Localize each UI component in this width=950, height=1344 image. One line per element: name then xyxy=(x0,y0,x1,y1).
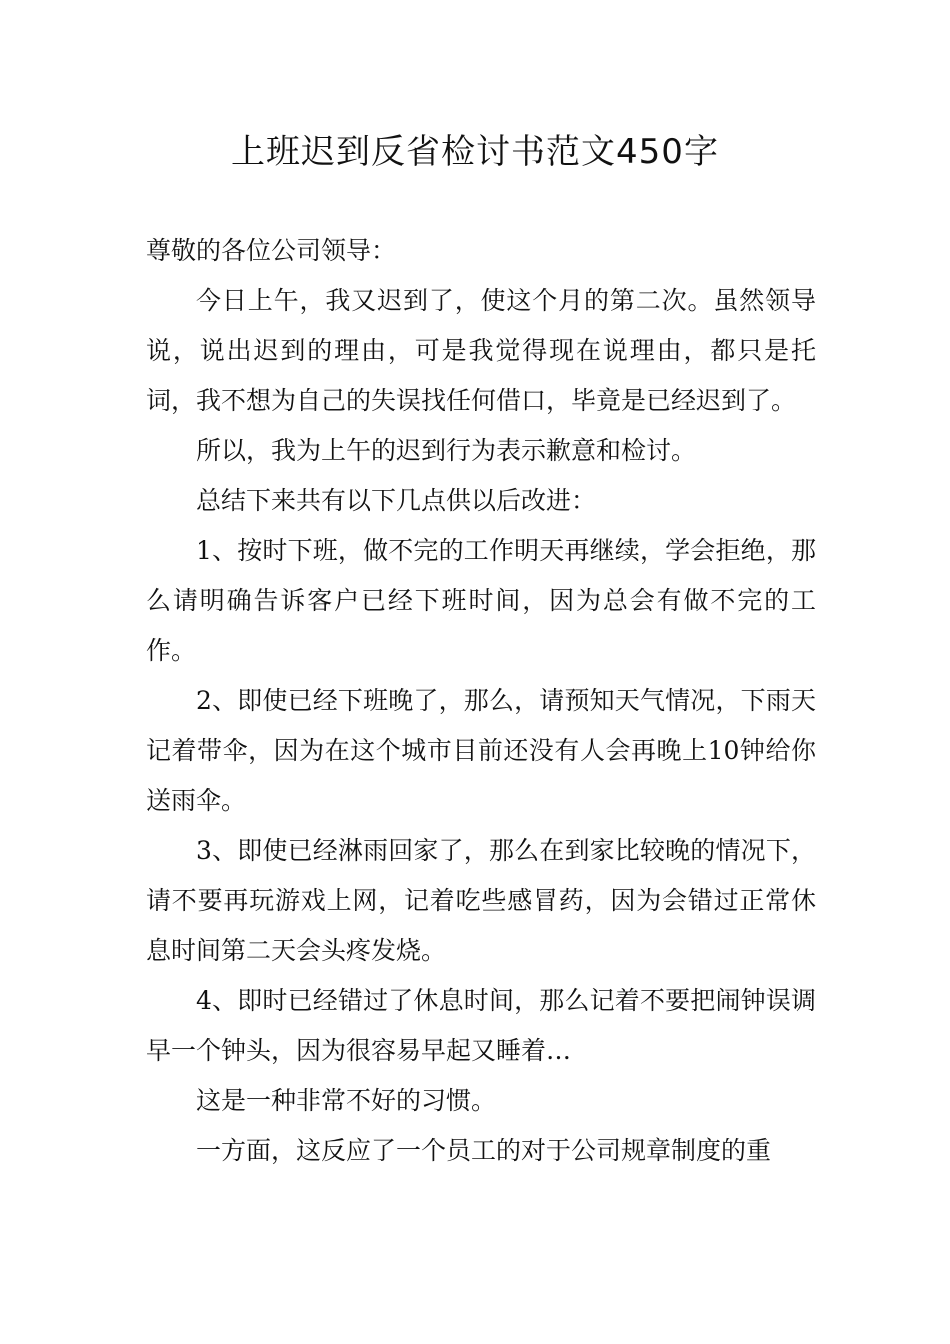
salutation: 尊敬的各位公司领导： xyxy=(146,236,397,265)
paragraph-point-1: 1、按时下班，做不完的工作明天再继续，学会拒绝，那么请明确告诉客户已经下班时间，因为总会有做不完的工作。 xyxy=(146,536,816,665)
paragraph-point-4: 4、即时已经错过了休息时间，那么记着不要把闹钟误调早一个钟头，因为很容易早起又睡着… xyxy=(146,986,816,1065)
paragraph-habit: 这是一种非常不好的习惯。 xyxy=(196,1086,497,1115)
paragraph-reflection: 一方面，这反应了一个员工的对于公司规章制度的重 xyxy=(196,1136,772,1165)
document-title: 上班迟到反省检讨书范文450字 xyxy=(231,132,719,172)
document-body xyxy=(146,226,816,1176)
paragraph-intro: 今日上午，我又迟到了，使这个月的第二次。虽然领导说，说出迟到的理由，可是我觉得现在说理由，都只是托词，我不想为自己的失误找任何借口，毕竟是已经迟到了。 xyxy=(146,286,816,415)
paragraph-apology: 所以，我为上午的迟到行为表示歉意和检讨。 xyxy=(196,436,697,465)
paragraph-point-3: 3、即使已经淋雨回家了，那么在到家比较晚的情况下，请不要再玩游戏上网，记着吃些感冒药，因为会错过正常休息时间第二天会头疼发烧。 xyxy=(146,836,816,965)
paragraph-point-2: 2、即使已经下班晚了，那么，请预知天气情况，下雨天记着带伞，因为在这个城市目前还没有人会再晚上10钟给你送雨伞。 xyxy=(146,686,816,815)
paragraph-summary: 总结下来共有以下几点供以后改进： xyxy=(196,486,597,515)
